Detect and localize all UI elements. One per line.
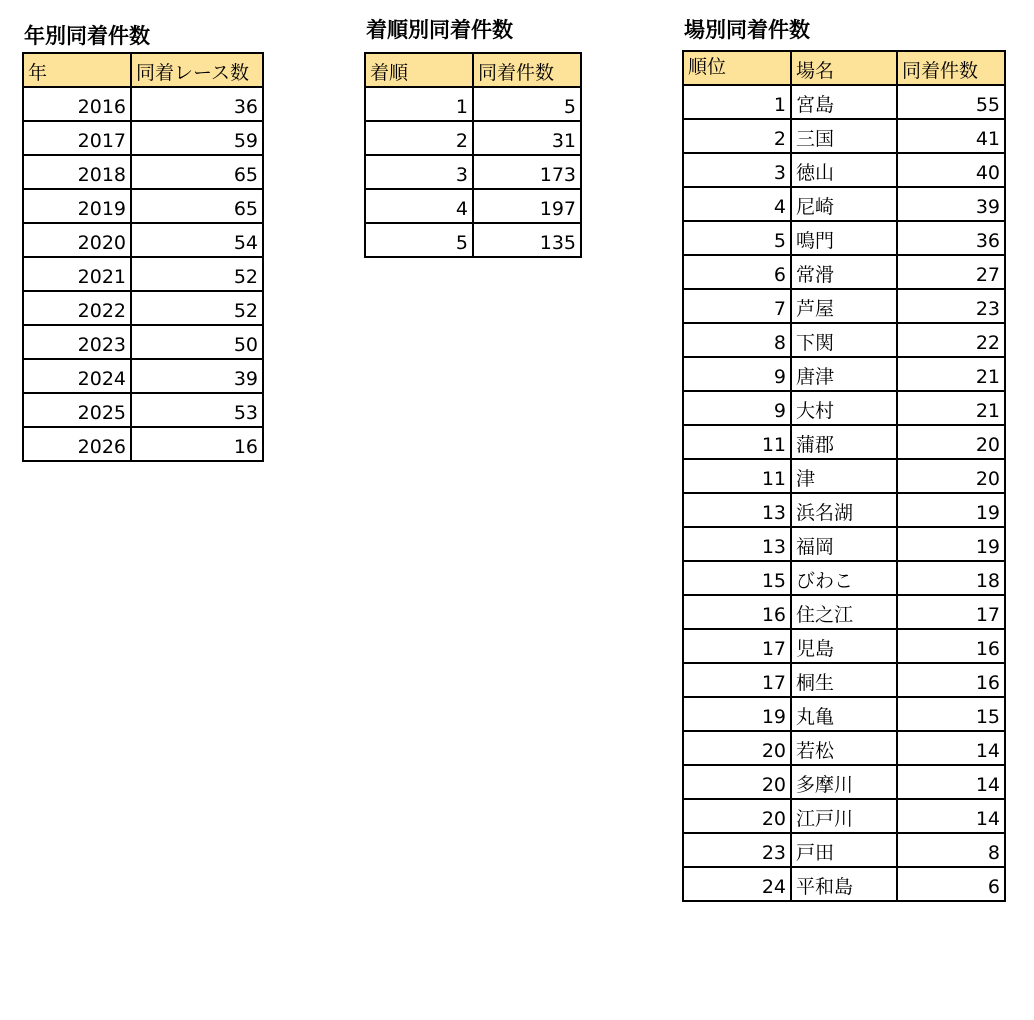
- finish-table-row: [365, 189, 581, 223]
- table-cell: 4: [683, 187, 791, 221]
- table-cell: 大村: [791, 391, 897, 425]
- year-table-row: [23, 87, 263, 121]
- table-cell: 児島: [791, 629, 897, 663]
- venue-table-row: [683, 799, 1005, 833]
- table-cell: 53: [131, 393, 263, 427]
- table-cell: 22: [897, 323, 1005, 357]
- table-cell: 3: [683, 153, 791, 187]
- table-cell: 65: [131, 189, 263, 223]
- table-cell: 5: [473, 87, 581, 121]
- table-cell: 52: [131, 257, 263, 291]
- table-cell: 14: [897, 731, 1005, 765]
- year-table-row: [23, 189, 263, 223]
- table-cell: 39: [897, 187, 1005, 221]
- table-cell: 16: [683, 595, 791, 629]
- table-cell: 徳山: [791, 153, 897, 187]
- table-cell: 23: [897, 289, 1005, 323]
- table-cell: 17: [683, 629, 791, 663]
- table-cell: 14: [897, 765, 1005, 799]
- table-cell: 2: [683, 119, 791, 153]
- table-cell: 1: [365, 87, 473, 121]
- table-cell: 15: [683, 561, 791, 595]
- venue-table-header-row: [683, 51, 1005, 85]
- venue-table-row: [683, 357, 1005, 391]
- year-table-row: [23, 291, 263, 325]
- table-cell: 若松: [791, 731, 897, 765]
- table-cell: 9: [683, 391, 791, 425]
- venue-table-row: [683, 255, 1005, 289]
- venue-table-row: [683, 697, 1005, 731]
- table-cell: 20: [683, 731, 791, 765]
- table-cell: 5: [365, 223, 473, 257]
- table-cell: 丸亀: [791, 697, 897, 731]
- venue-table-row: [683, 391, 1005, 425]
- column-header-rank: 順位: [683, 51, 791, 85]
- table-cell: 2024: [23, 359, 131, 393]
- table-cell: 常滑: [791, 255, 897, 289]
- year-table-row: [23, 325, 263, 359]
- table-cell: 17: [683, 663, 791, 697]
- table-cell: 20: [683, 799, 791, 833]
- table-cell: 9: [683, 357, 791, 391]
- table-cell: 20: [897, 459, 1005, 493]
- table-cell: 16: [897, 663, 1005, 697]
- table-cell: 浜名湖: [791, 493, 897, 527]
- table-cell: 36: [897, 221, 1005, 255]
- table-cell: 2017: [23, 121, 131, 155]
- table-cell: 20: [897, 425, 1005, 459]
- year-table-row: [23, 155, 263, 189]
- table-cell: 2021: [23, 257, 131, 291]
- venue-table-row: [683, 119, 1005, 153]
- table-cell: 多摩川: [791, 765, 897, 799]
- table-cell: 宮島: [791, 85, 897, 119]
- finish-table-row: [365, 223, 581, 257]
- table-cell: 尼崎: [791, 187, 897, 221]
- table-cell: 41: [897, 119, 1005, 153]
- column-header-year: 年: [23, 53, 131, 87]
- table-cell: 6: [683, 255, 791, 289]
- venue-table-row: [683, 187, 1005, 221]
- table-cell: 11: [683, 425, 791, 459]
- table-cell: 住之江: [791, 595, 897, 629]
- table-cell: 65: [131, 155, 263, 189]
- table-cell: 下関: [791, 323, 897, 357]
- column-header-tie-count: 同着件数: [473, 53, 581, 87]
- venue-table-row: [683, 153, 1005, 187]
- venue-table-title: 場別同着件数: [684, 18, 810, 42]
- venue-table-row: [683, 459, 1005, 493]
- year-table-row: [23, 427, 263, 461]
- venue-table-row: [683, 731, 1005, 765]
- table-cell: 福岡: [791, 527, 897, 561]
- column-header-finish-order: 着順: [365, 53, 473, 87]
- finish-table-row: [365, 121, 581, 155]
- year-table: [22, 52, 264, 462]
- table-cell: 2019: [23, 189, 131, 223]
- venue-table-row: [683, 629, 1005, 663]
- venue-table-row: [683, 765, 1005, 799]
- column-header-tie-races: 同着レース数: [131, 53, 263, 87]
- table-cell: 唐津: [791, 357, 897, 391]
- table-cell: 5: [683, 221, 791, 255]
- table-cell: 桐生: [791, 663, 897, 697]
- venue-table-row: [683, 289, 1005, 323]
- table-cell: 19: [897, 493, 1005, 527]
- table-cell: 8: [897, 833, 1005, 867]
- table-cell: 17: [897, 595, 1005, 629]
- column-header-tie-count: 同着件数: [897, 51, 1005, 85]
- table-cell: 20: [683, 765, 791, 799]
- table-cell: 2026: [23, 427, 131, 461]
- table-cell: 19: [897, 527, 1005, 561]
- table-cell: 6: [897, 867, 1005, 901]
- venue-table-row: [683, 561, 1005, 595]
- venue-table-row: [683, 867, 1005, 901]
- table-cell: 2: [365, 121, 473, 155]
- column-header-venue: 場名: [791, 51, 897, 85]
- finish-table-title: 着順別同着件数: [366, 18, 513, 42]
- year-table-row: [23, 359, 263, 393]
- table-cell: 11: [683, 459, 791, 493]
- table-cell: 8: [683, 323, 791, 357]
- table-cell: 2022: [23, 291, 131, 325]
- table-cell: 197: [473, 189, 581, 223]
- table-cell: 平和島: [791, 867, 897, 901]
- venue-table-row: [683, 221, 1005, 255]
- table-cell: 27: [897, 255, 1005, 289]
- table-cell: 16: [131, 427, 263, 461]
- table-cell: 54: [131, 223, 263, 257]
- table-cell: 39: [131, 359, 263, 393]
- table-cell: 2023: [23, 325, 131, 359]
- year-table-row: [23, 223, 263, 257]
- venue-table-row: [683, 85, 1005, 119]
- table-cell: 7: [683, 289, 791, 323]
- table-cell: 36: [131, 87, 263, 121]
- year-table-row: [23, 257, 263, 291]
- venue-table-row: [683, 595, 1005, 629]
- table-cell: 15: [897, 697, 1005, 731]
- table-cell: 三国: [791, 119, 897, 153]
- venue-table-row: [683, 527, 1005, 561]
- table-cell: 21: [897, 357, 1005, 391]
- table-cell: 19: [683, 697, 791, 731]
- finish-table-row: [365, 155, 581, 189]
- table-cell: 21: [897, 391, 1005, 425]
- table-cell: 戸田: [791, 833, 897, 867]
- table-cell: 2020: [23, 223, 131, 257]
- table-cell: 40: [897, 153, 1005, 187]
- table-cell: 江戸川: [791, 799, 897, 833]
- finish-table-header-row: [365, 53, 581, 87]
- table-cell: 55: [897, 85, 1005, 119]
- table-cell: 18: [897, 561, 1005, 595]
- table-cell: 16: [897, 629, 1005, 663]
- table-cell: 鳴門: [791, 221, 897, 255]
- table-cell: びわこ: [791, 561, 897, 595]
- venue-table-row: [683, 425, 1005, 459]
- table-cell: 2016: [23, 87, 131, 121]
- year-table-row: [23, 393, 263, 427]
- table-cell: 24: [683, 867, 791, 901]
- table-cell: 2018: [23, 155, 131, 189]
- table-cell: 173: [473, 155, 581, 189]
- table-cell: 59: [131, 121, 263, 155]
- table-cell: 1: [683, 85, 791, 119]
- venue-table-row: [683, 493, 1005, 527]
- table-cell: 31: [473, 121, 581, 155]
- table-cell: 14: [897, 799, 1005, 833]
- table-cell: 52: [131, 291, 263, 325]
- venue-table-row: [683, 663, 1005, 697]
- table-cell: 13: [683, 493, 791, 527]
- year-table-row: [23, 121, 263, 155]
- table-cell: 2025: [23, 393, 131, 427]
- year-table-title: 年別同着件数: [24, 24, 150, 48]
- table-cell: 津: [791, 459, 897, 493]
- table-cell: 4: [365, 189, 473, 223]
- venue-table-row: [683, 833, 1005, 867]
- table-cell: 3: [365, 155, 473, 189]
- venue-table: [682, 50, 1006, 902]
- table-cell: 13: [683, 527, 791, 561]
- table-cell: 135: [473, 223, 581, 257]
- table-cell: 芦屋: [791, 289, 897, 323]
- table-cell: 50: [131, 325, 263, 359]
- venue-table-row: [683, 323, 1005, 357]
- finish-table: [364, 52, 582, 258]
- table-cell: 23: [683, 833, 791, 867]
- year-table-header-row: [23, 53, 263, 87]
- table-cell: 蒲郡: [791, 425, 897, 459]
- finish-table-row: [365, 87, 581, 121]
